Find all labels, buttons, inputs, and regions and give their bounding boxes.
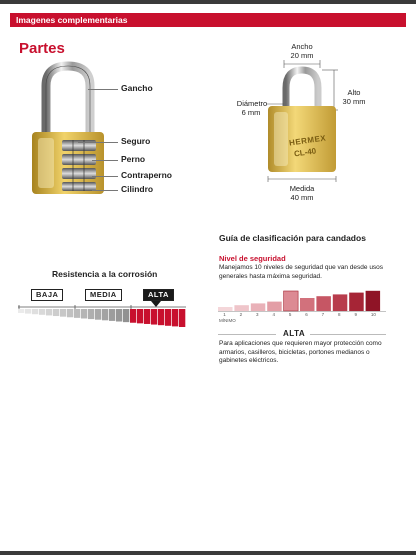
part-label-seguro: Seguro xyxy=(121,136,151,146)
dim-diametro-label: Diámetro xyxy=(236,99,268,108)
corrosion-scale-segment xyxy=(67,309,73,317)
security-level-number: 6 xyxy=(305,312,308,317)
section-banner: Imagenes complementarias xyxy=(10,13,406,27)
guide-selected-label: ALTA xyxy=(283,329,306,338)
corrosion-scale-segment xyxy=(95,309,101,320)
dim-alto-label: Alto xyxy=(347,88,361,97)
combination-padlock-image xyxy=(24,60,114,200)
guide-subtitle: Nivel de seguridad xyxy=(219,254,286,263)
security-level-bar xyxy=(316,296,331,311)
security-level-selected xyxy=(284,291,299,311)
guide-description: Para aplicaciones que requieren mayor protección como armarios, casilleros, bicicletas, portones medianos o gabinetes eléctricos. xyxy=(219,340,382,364)
security-level-bar xyxy=(333,294,348,311)
dim-alto-value: 30 mm xyxy=(342,97,366,106)
security-level-number: 3 xyxy=(256,312,259,317)
corrosion-scale-segment xyxy=(179,309,185,327)
part-label-contraperno: Contraperno xyxy=(121,170,172,180)
security-level-number: 1 xyxy=(223,312,226,317)
security-level-numbers xyxy=(218,312,386,318)
security-level-number: 4 xyxy=(272,312,275,317)
guide-title: Guía de clasificación para candados xyxy=(219,233,366,243)
corrosion-scale-segment xyxy=(32,309,38,314)
corrosion-level-alta: ALTA xyxy=(143,289,174,301)
padlock-model: CL-40 xyxy=(293,146,317,159)
corrosion-scale-segment xyxy=(39,309,45,315)
security-level-number: 2 xyxy=(239,312,243,317)
leader-line xyxy=(92,176,118,177)
corrosion-scale-segment xyxy=(165,309,171,326)
corrosion-title: Resistencia a la corrosión xyxy=(52,269,158,279)
corrosion-scale-segment xyxy=(88,309,94,319)
corrosion-scale-bar xyxy=(18,305,186,327)
security-min-label: MÍNIMO xyxy=(219,318,236,323)
corrosion-scale-segment xyxy=(53,309,59,316)
bottom-strip xyxy=(0,551,416,555)
dim-ancho-label: Ancho xyxy=(291,42,313,51)
security-level-bar xyxy=(366,291,381,311)
security-level-bar xyxy=(234,305,249,311)
leader-line xyxy=(92,190,118,191)
corrosion-scale-segment xyxy=(158,309,164,325)
corrosion-scale-segment xyxy=(46,309,52,315)
partes-title: Partes xyxy=(19,40,65,57)
part-label-gancho: Gancho xyxy=(121,83,153,93)
leader-line xyxy=(88,89,118,90)
corrosion-scale-segment xyxy=(25,309,31,314)
security-level-bar xyxy=(300,298,315,311)
corrosion-scale-segment xyxy=(172,309,178,326)
corrosion-scale-segment xyxy=(81,309,87,318)
security-level-bar xyxy=(251,303,265,311)
top-strip xyxy=(0,0,416,4)
security-level-chart xyxy=(218,290,386,312)
corrosion-scale-segment xyxy=(109,309,115,321)
security-level-bar xyxy=(349,293,364,311)
corrosion-scale-segment xyxy=(123,309,129,322)
corrosion-scale-segment xyxy=(144,309,150,324)
corrosion-scale-segment xyxy=(130,309,136,323)
corrosion-level-baja: BAJA xyxy=(31,289,63,301)
dim-diametro-value: 6 mm xyxy=(241,108,261,117)
leader-line xyxy=(78,142,118,143)
dimensioned-padlock-image xyxy=(262,58,342,182)
corrosion-scale-segment xyxy=(151,309,157,325)
dim-medida-label: Medida xyxy=(289,184,315,193)
leader-line xyxy=(92,160,118,161)
corrosion-level-media: MEDIA xyxy=(85,289,122,301)
security-level-number: 10 xyxy=(370,312,376,317)
corrosion-scale-segment xyxy=(74,309,80,318)
guide-intro: Manejamos 10 niveles de seguridad que van desde usos generales hasta máxima seguridad. xyxy=(219,264,384,280)
corrosion-scale-segment xyxy=(137,309,143,323)
security-level-number: 9 xyxy=(354,312,357,317)
security-level-number: 7 xyxy=(321,312,325,317)
dim-ancho-value: 20 mm xyxy=(290,51,314,60)
security-level-number: 8 xyxy=(338,312,341,317)
dim-medida-value: 40 mm xyxy=(290,193,314,202)
corrosion-scale-segment xyxy=(116,309,122,322)
security-level-bar xyxy=(267,302,282,311)
padlock-brand: HERMEX xyxy=(288,133,327,148)
security-level-bar xyxy=(218,307,233,311)
part-label-cilindro: Cilindro xyxy=(121,184,154,194)
part-label-perno: Perno xyxy=(121,154,146,164)
guide-divider-left xyxy=(218,334,276,335)
guide-divider-right xyxy=(310,334,386,335)
corrosion-scale-segment xyxy=(60,309,66,317)
corrosion-scale-segment xyxy=(102,309,108,320)
security-level-number: 5 xyxy=(288,312,292,317)
corrosion-scale-segment xyxy=(18,309,24,313)
